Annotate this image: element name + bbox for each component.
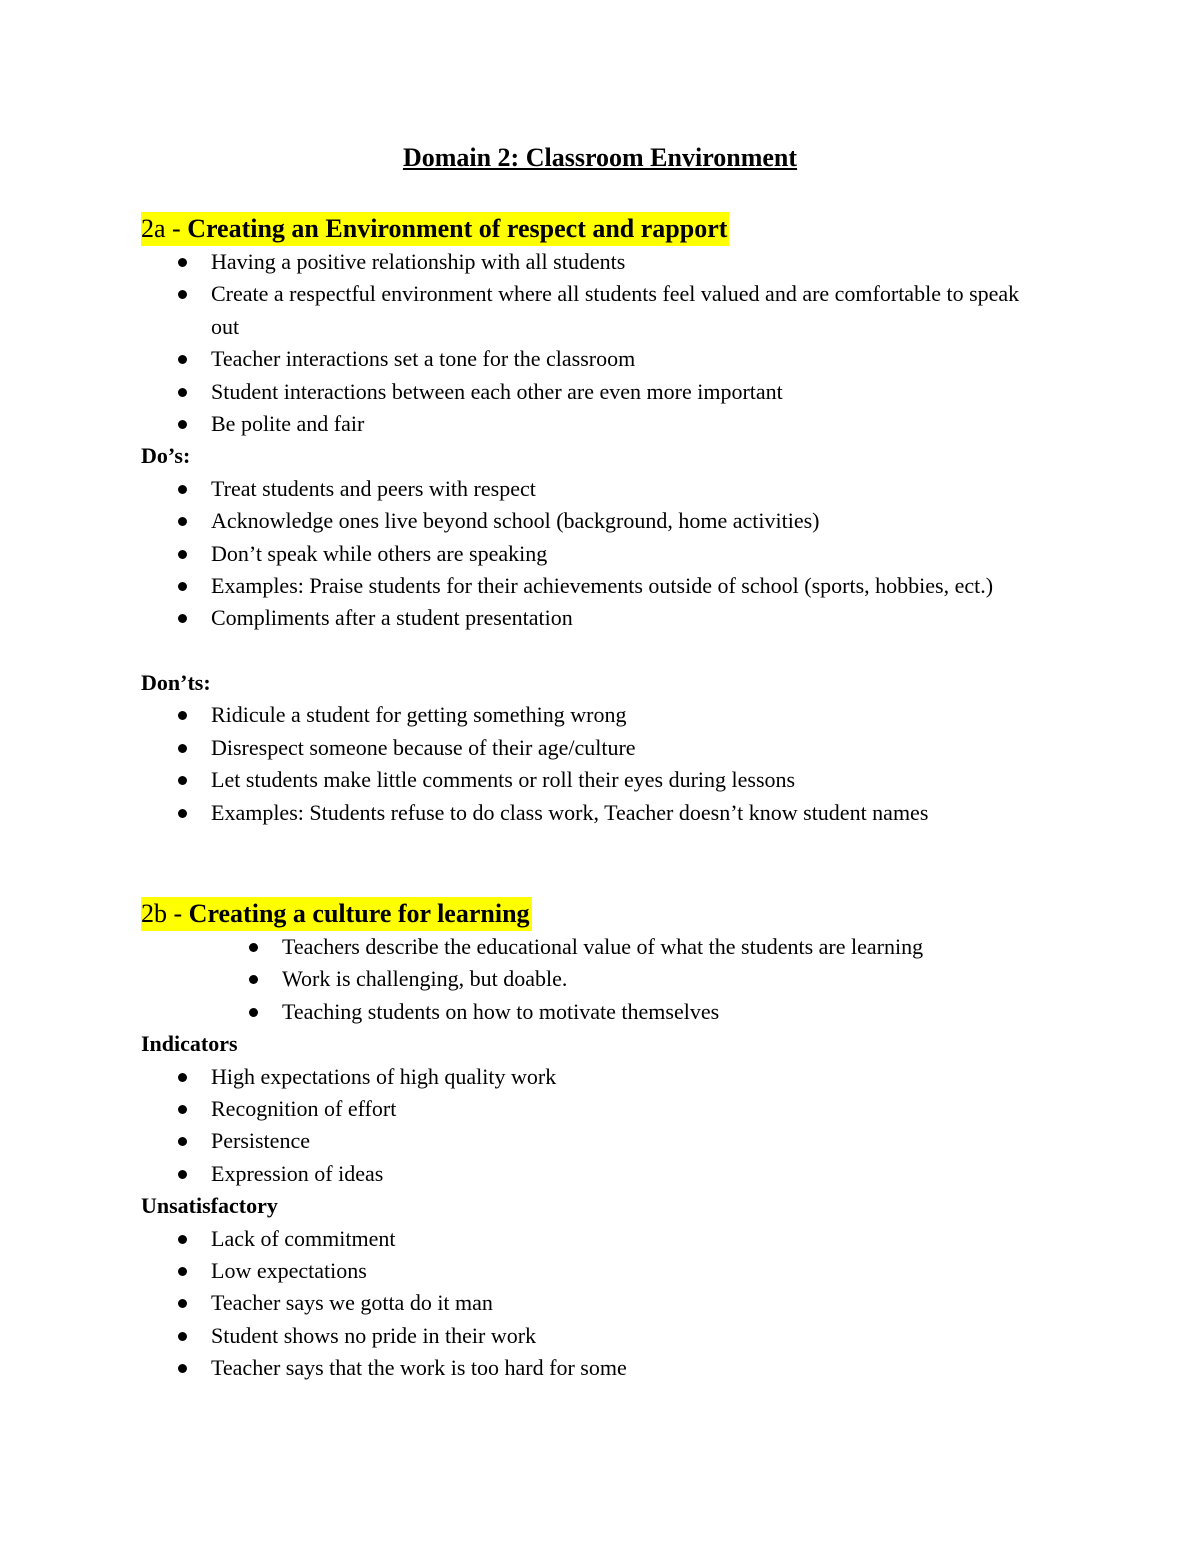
bullet-icon: [249, 1008, 258, 1017]
list-item-text: Lack of commitment: [211, 1225, 396, 1251]
list-item: [141, 996, 1112, 1028]
bullet-icon: [178, 258, 187, 267]
section-2a-heading: [141, 212, 729, 246]
list-item: [141, 1125, 1041, 1157]
section-2a-title: Creating an Environment of respect and rapport: [187, 214, 728, 243]
list-item: [141, 1061, 1041, 1093]
section-2b-heading: [141, 897, 532, 931]
list-item: [141, 246, 1041, 278]
bullet-icon: [178, 388, 187, 397]
list-item-text: Teacher says that the work is too hard for some: [211, 1355, 627, 1381]
donts-list: [141, 699, 1101, 829]
list-item-text: Acknowledge ones live beyond school (background, home activities): [211, 508, 820, 534]
section-2b: [141, 897, 1101, 1385]
section-2b-code: 2b -: [141, 899, 189, 928]
bullet-icon: [249, 975, 258, 984]
list-item-text: Low expectations: [211, 1258, 367, 1284]
bullet-icon: [178, 582, 187, 591]
list-item-text: High expectations of high quality work: [211, 1063, 557, 1089]
bullet-icon: [178, 809, 187, 818]
list-item-text: Expression of ideas: [211, 1160, 384, 1186]
list-item: [141, 732, 1041, 764]
bullet-icon: [178, 711, 187, 720]
unsatisfactory-label: Unsatisfactory: [141, 1193, 278, 1219]
section-2b-bullet-list: [141, 931, 1101, 1028]
bullet-icon: [178, 744, 187, 753]
list-item: [141, 408, 1041, 440]
bullet-icon: [178, 517, 187, 526]
bullet-icon: [178, 1235, 187, 1244]
spacer: [141, 635, 1101, 667]
list-item: [141, 538, 1041, 570]
bullet-icon: [178, 485, 187, 494]
list-item-text: Compliments after a student presentation: [211, 605, 573, 631]
list-item-text: Persistence: [211, 1128, 310, 1154]
list-item: [141, 1158, 1041, 1190]
list-item-text: Work is challenging, but doable.: [282, 966, 568, 992]
dos-list: [141, 473, 1101, 635]
list-item-text: Create a respectful environment where all students feel valued and are comfortable to speak out: [211, 281, 1020, 339]
list-item-text: Examples: Praise students for their achievements outside of school (sports, hobbies, ect.): [211, 573, 994, 599]
list-item-text: Don’t speak while others are speaking: [211, 540, 548, 566]
section-2a: [141, 212, 1101, 829]
list-item-text: Teacher interactions set a tone for the classroom: [211, 346, 636, 372]
list-item-text: Having a positive relationship with all students: [211, 249, 626, 274]
list-item: [141, 278, 1041, 343]
list-item: [141, 699, 1041, 731]
bullet-icon: [178, 1267, 187, 1276]
list-item: [141, 602, 1041, 634]
dos-label: Do’s:: [141, 443, 191, 469]
list-item: [141, 764, 1041, 796]
list-item: [141, 931, 1112, 963]
list-item-text: Recognition of effort: [211, 1096, 397, 1122]
bullet-icon: [178, 1137, 187, 1146]
list-item: [141, 1287, 1041, 1319]
bullet-icon: [178, 1170, 187, 1179]
bullet-icon: [178, 1332, 187, 1341]
list-item: [141, 376, 1041, 408]
section-2a-bullet-list: [141, 246, 1101, 440]
bullet-icon: [178, 355, 187, 364]
list-item-text: Teacher says we gotta do it man: [211, 1290, 493, 1316]
list-item-text: Disrespect someone because of their age/culture: [211, 734, 636, 760]
list-item-text: Be polite and fair: [211, 411, 365, 437]
bullet-icon: [178, 290, 187, 299]
document-title: Domain 2: Classroom Environment: [402, 143, 798, 172]
bullet-icon: [178, 1299, 187, 1308]
list-item-text: Ridicule a student for getting something wrong: [211, 702, 627, 728]
list-item: [141, 1093, 1041, 1125]
bullet-icon: [178, 420, 187, 429]
bullet-icon: [178, 550, 187, 559]
list-item-text: Student interactions between each other are even more important: [211, 378, 783, 404]
bullet-icon: [178, 1073, 187, 1082]
donts-label: Don’ts:: [141, 669, 211, 695]
list-item-text: Let students make little comments or roll their eyes during lessons: [211, 767, 796, 793]
list-item: [141, 505, 1041, 537]
indicators-list: [141, 1061, 1101, 1191]
list-item: [141, 963, 1112, 995]
list-item: [141, 1320, 1041, 1352]
list-item: [141, 570, 1041, 602]
list-item-text: Teachers describe the educational value of what the students are learning: [282, 934, 924, 959]
bullet-icon: [249, 943, 258, 952]
list-item: [141, 797, 1041, 829]
list-item-text: Treat students and peers with respect: [211, 475, 536, 501]
bullet-icon: [178, 1105, 187, 1114]
list-item: [141, 1352, 1041, 1384]
list-item: [141, 343, 1041, 375]
list-item-text: Teaching students on how to motivate themselves: [282, 998, 720, 1024]
section-2b-title: Creating a culture for learning: [188, 899, 530, 928]
section-2a-code: 2a -: [141, 214, 188, 243]
list-item-text: Student shows no pride in their work: [211, 1322, 537, 1348]
unsatisfactory-list: [141, 1223, 1101, 1385]
list-item-text: Examples: Students refuse to do class work, Teacher doesn’t know student names: [211, 799, 929, 825]
indicators-label: Indicators: [141, 1031, 238, 1057]
bullet-icon: [178, 776, 187, 785]
list-item: [141, 1223, 1041, 1255]
list-item: [141, 1255, 1041, 1287]
list-item: [141, 473, 1041, 505]
bullet-icon: [178, 614, 187, 623]
bullet-icon: [178, 1364, 187, 1373]
